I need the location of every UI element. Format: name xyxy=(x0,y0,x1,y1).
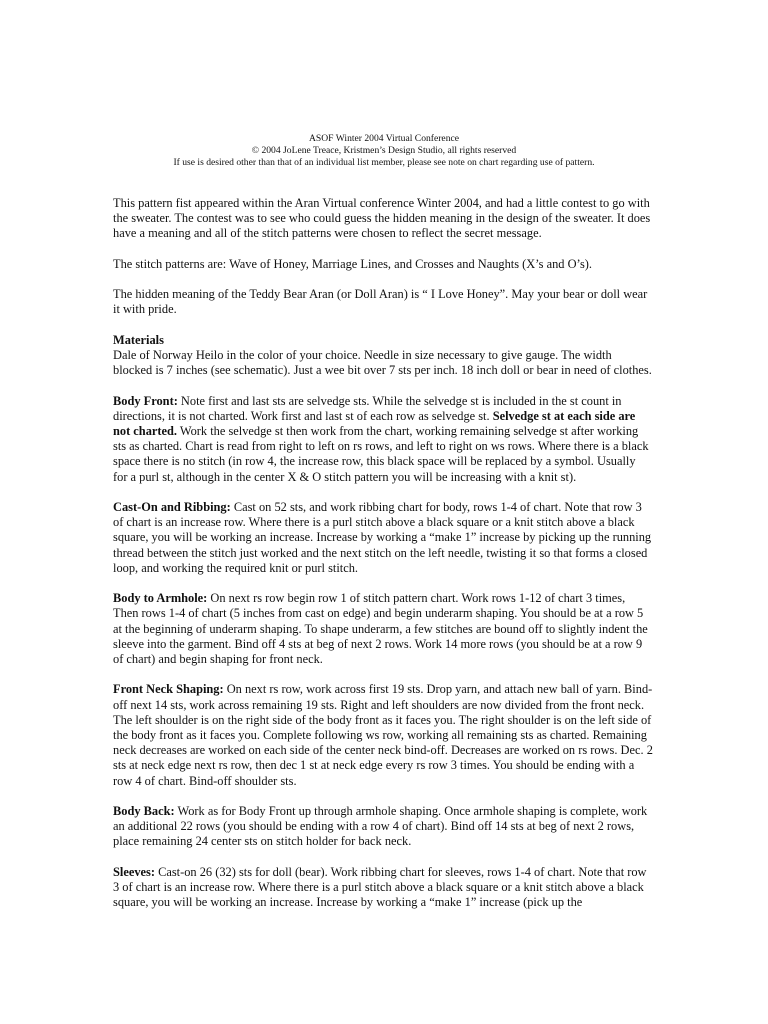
document-header xyxy=(0,133,768,169)
cast-on-heading: Cast-On and Ribbing: xyxy=(113,499,231,514)
usage-note: If use is desired other than that of an individual list member, please see note on chart regarding use of pattern. xyxy=(173,157,595,168)
sleeves-heading: Sleeves: xyxy=(113,864,155,879)
cast-on-section xyxy=(113,500,653,576)
body-back-section xyxy=(113,804,653,850)
body-back-heading: Body Back: xyxy=(113,804,175,818)
body-front-heading: Body Front: xyxy=(113,393,178,408)
intro-paragraph: This pattern fist appeared within the Aran Virtual conference Winter 2004, and had a little contest to go with the sweater. The contest was to see who could guess the hidden meaning in the design of the sweater. It does have a meaning and all of the stitch patterns were chosen to reflect the secret message. xyxy=(113,196,651,241)
stitch-patterns-paragraph: The stitch patterns are: Wave of Honey, Marriage Lines, and Crosses and Naughts (X’s and O’s). xyxy=(113,256,593,271)
body-front-text-1: Note first and last sts are selvedge sts. While the selvedge st is included in the st count in directions, it is not charted. Work first and last st of each row as selvedge st. xyxy=(113,393,622,423)
hidden-meaning-paragraph: The hidden meaning of the Teddy Bear Aran (or Doll Aran) is “ I Love Honey”. May your bear or doll wear it with pride. xyxy=(113,287,648,317)
body-front-text-2: Work the selvedge st then work from the chart, working remaining selvedge st after working sts as charted. Chart is read from right to left on rs rows, and left to right on ws rows. Where there is a black space there is no stitch (in row 4, the increase row, this black space will be replaced by a symbol. Usually for a purl st, although in the center X & O stitch pattern you will be increasing with a knit st). xyxy=(113,423,649,484)
copyright-line: © 2004 JoLene Treace, Kristmen’s Design Studio, all rights reserved xyxy=(251,145,517,156)
sleeves-text: Cast-on 26 (32) sts for doll (bear). Work ribbing chart for sleeves, rows 1-4 of chart. Note that row 3 of chart is an increase row. Where there is a purl stitch above a black square or a knit stitch above a black square, you will be working an increase. Increase by working a “make 1” increase (pick up the xyxy=(113,864,647,910)
conference-title: ASOF Winter 2004 Virtual Conference xyxy=(308,133,460,144)
front-neck-heading: Front Neck Shaping: xyxy=(113,682,224,697)
front-neck-section xyxy=(113,682,653,788)
body-front-section xyxy=(113,394,653,485)
body-armhole-section xyxy=(113,591,653,667)
body-armhole-heading: Body to Armhole: xyxy=(113,591,208,606)
materials-paragraph: Dale of Norway Heilo in the color of your choice. Needle in size necessary to give gauge. The width blocked is 7 inches (see schematic). Just a wee bit over 7 sts per inch. 18 inch doll or bear in need of clothes. xyxy=(113,347,652,378)
front-neck-text: On next rs row, work across first 19 sts. Drop yarn, and attach new ball of yarn. Bind-off next 14 sts, work across remaining 19 sts. Right and left shoulders are now divided from the front neck. The left shoulder is on the right side of the body front as it faces you. The right shoulder is on the left side of the body front as it faces you. Complete following ws row, working all remaining sts as charted. Remaining neck decreases are worked on each side of the center neck bind-off. Decreases are worked on rs rows. Dec. 2 sts at neck edge next rs row, then dec 1 st at neck edge every rs row 3 times. You should be ending with a row 4 of chart. Bind-off shoulder sts. xyxy=(113,682,653,788)
body-back-text: Work as for Body Front up through armhole shaping. Once armhole shaping is complete, work an additional 22 rows (you should be ending with a row 4 of chart). Bind off 14 sts at beg of next 2 rows, place remaining 24 center sts on stitch holder for back neck. xyxy=(113,804,648,849)
materials-heading: Materials xyxy=(113,332,164,347)
cast-on-text: Cast on 52 sts, and work ribbing chart for body, rows 1-4 of chart. Note that row 3 of chart is an increase row. Where there is a purl stitch above a black square or a knit stitch above a black square, you will be working an increase. Increase by working a “make 1” increase by picking up the running thread between the stitch just worked and the next stitch on the left needle, twisting it so that forms a closed loop, and working the required knit or purl stitch. xyxy=(113,499,652,575)
document-body xyxy=(113,196,653,910)
selvedge-note: Selvedge st at each side are not charted. xyxy=(113,408,636,438)
sleeves-section xyxy=(113,865,653,911)
body-armhole-text: On next rs row begin row 1 of stitch pattern chart. Work rows 1-12 of chart 3 times, Then rows 1-4 of chart (5 inches from cast on edge) and begin underarm shaping. You should be at a row 5 at the beginning of underarm shaping. To shape underarm, a few stitches are bound off to slightly indent the sleeve into the garment. Bind off 4 sts at beg of next 2 rows. Work 14 more rows (you should be at a row 9 of chart) and begin shaping for front neck. xyxy=(113,591,648,666)
